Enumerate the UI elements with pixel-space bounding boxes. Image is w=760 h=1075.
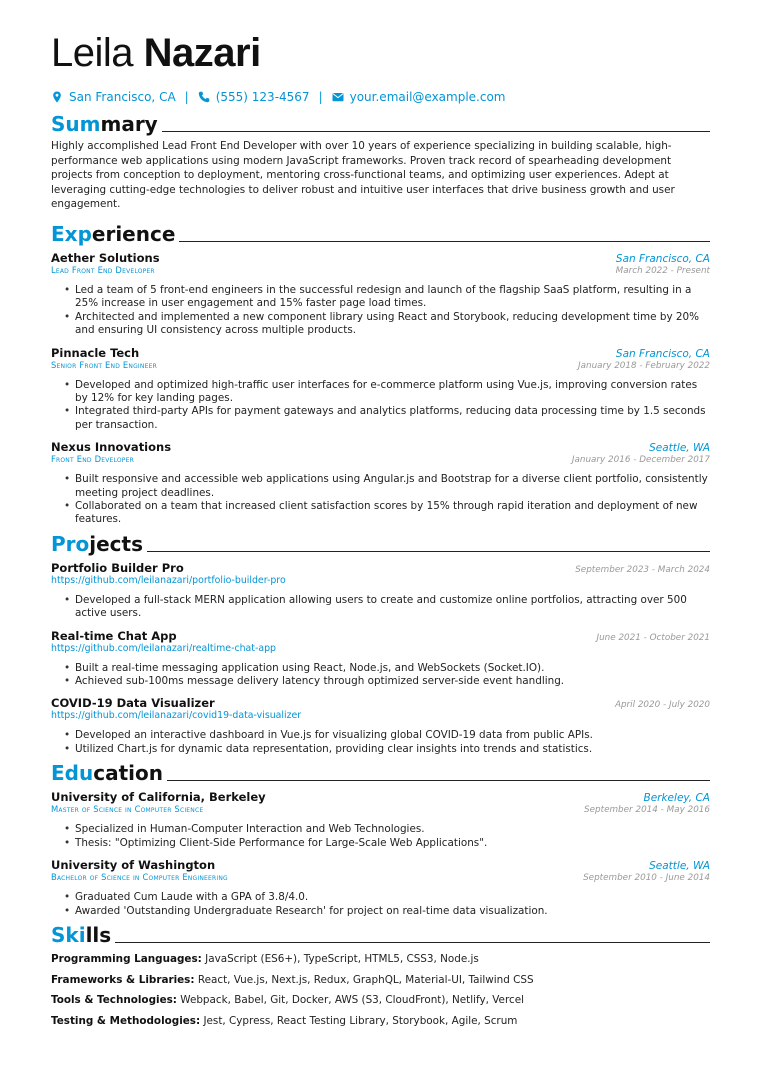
bullet-list: [64, 662, 710, 689]
project-entry: [51, 561, 710, 621]
project-dates: September 2023 - March 2024: [575, 564, 710, 575]
school-name: University of Washington: [51, 858, 216, 873]
projects-title: Projects: [51, 531, 144, 556]
location-text: San Francisco, CA: [69, 90, 176, 104]
contact-bar: [51, 88, 710, 106]
job-dates: January 2016 - December 2017: [571, 455, 710, 466]
bullet-item: • Thesis: "Optimizing Client-Side Performance for Large-Scale Web Applications".: [64, 837, 710, 850]
education-dates: September 2014 - May 2016: [584, 805, 710, 816]
summary-title: Summary: [51, 112, 158, 136]
skills-title: Skills: [51, 922, 112, 947]
bullet-item: • Developed and optimized high-traffic user interfaces for e-commerce platform using Vue.js, improving conversion rates by 12% for key landing pages.: [64, 379, 710, 406]
education-section-heading: [51, 761, 710, 785]
job-location: San Francisco, CA: [615, 347, 710, 360]
bullet-item: • Integrated third-party APIs for payment gateways and analytics platforms, reducing data processing time by 1.5 seconds per transaction.: [64, 405, 710, 432]
bullet-item: • Achieved sub-100ms message delivery latency through optimized server-side event handling.: [64, 675, 710, 688]
job-title: Lead Front End Developer: [51, 264, 155, 275]
bullet-item: • Awarded 'Outstanding Undergraduate Research' for project on real-time data visualization.: [64, 905, 710, 918]
phone-icon: [198, 91, 210, 103]
bullet-item: • Architected and implemented a new component library using React and Storybook, reducing development time by 20% and ensuring UI consistency across multiple products.: [64, 311, 710, 338]
school-location: Seattle, WA: [649, 860, 710, 873]
bullet-list: [64, 891, 710, 918]
last-name: Nazari: [143, 31, 261, 75]
project-name: COVID-19 Data Visualizer: [51, 696, 215, 711]
education-entry: [51, 858, 710, 918]
education-entry: [51, 790, 710, 850]
skill-label: Frameworks & Libraries:: [51, 973, 195, 986]
summary-text: Highly accomplished Lead Front End Developer with over 10 years of experience specializing in building scalable, high-performance web applications using modern JavaScript frameworks. Proven track record of spearheading development projects from conception to deployment, mentoring cross-functional teams, and optimizing user experiences. Adept at leveraging cutting-edge technologies to deliver robust and intuitive user interfaces that drive business growth and user engagement.: [51, 140, 675, 211]
project-dates: April 2020 - July 2020: [614, 700, 710, 711]
job-title: Front End Developer: [51, 454, 134, 465]
skill-label: Tools & Technologies:: [51, 994, 177, 1007]
email-text: your.email@example.com: [349, 90, 506, 104]
project-link[interactable]: https://github.com/leilanazari/covid19-data-visualizer: [51, 710, 302, 722]
section-divider: [115, 942, 710, 943]
project-entry: [51, 696, 710, 756]
candidate-name: [51, 30, 710, 76]
skill-value: React, Vue.js, Next.js, Redux, GraphQL, Material-UI, Tailwind CSS: [197, 973, 534, 986]
skill-line: [51, 1015, 710, 1028]
job-title: Senior Front End Engineer: [51, 359, 157, 370]
bullet-list: [64, 473, 710, 527]
bullet-list: [64, 594, 710, 621]
bullet-item: • Built responsive and accessible web applications using Angular.js and Bootstrap for a diverse client portfolio, consistently meeting project deadlines.: [64, 473, 710, 500]
projects-section-heading: [51, 532, 710, 556]
contact-separator: |: [184, 90, 189, 104]
bullet-list: [64, 823, 710, 850]
skill-value: Webpack, Babel, Git, Docker, AWS (S3, CloudFront), Netlify, Vercel: [180, 994, 524, 1007]
project-link[interactable]: https://github.com/leilanazari/portfolio-builder-pro: [51, 574, 286, 586]
bullet-item: • Collaborated on a team that increased client satisfaction scores by 15% through rapid iteration and deployment of new features.: [64, 500, 710, 527]
section-divider: [162, 131, 710, 132]
bullet-item: • Built a real-time messaging application using React, Node.js, and WebSockets (Socket.IO).: [64, 662, 710, 675]
skills-section-heading: [51, 923, 710, 947]
first-name: Leila: [51, 31, 134, 75]
experience-section-heading: [51, 222, 710, 246]
bullet-list: [64, 729, 710, 756]
bullet-item: • Specialized in Human-Computer Interaction and Web Technologies.: [64, 823, 710, 836]
education-dates: September 2010 - June 2014: [583, 873, 710, 884]
project-name: Real-time Chat App: [51, 628, 177, 643]
project-link[interactable]: https://github.com/leilanazari/realtime-chat-app: [51, 642, 277, 654]
bullet-item: • Led a team of 5 front-end engineers in the successful redesign and launch of the flagship SaaS platform, resulting in a 25% increase in user engagement and 15% faster page load times.: [64, 284, 710, 311]
school-name: University of California, Berkeley: [51, 790, 266, 805]
skill-line: [51, 974, 710, 987]
experience-entry: [51, 440, 710, 527]
skill-value: Jest, Cypress, React Testing Library, Storybook, Agile, Scrum: [203, 1014, 518, 1027]
section-divider: [179, 241, 710, 242]
contact-email[interactable]: [332, 90, 506, 104]
bullet-item: • Utilized Chart.js for dynamic data representation, providing clear insights into trends and statistics.: [64, 743, 710, 756]
job-location: San Francisco, CA: [615, 252, 710, 265]
project-name: Portfolio Builder Pro: [51, 560, 184, 575]
education-title: Education: [51, 761, 163, 786]
degree: Bachelor of Science in Computer Engineering: [51, 872, 228, 883]
company-name: Pinnacle Tech: [51, 345, 140, 360]
skill-value: JavaScript (ES6+), TypeScript, HTML5, CSS3, Node.js: [205, 952, 479, 965]
job-dates: March 2022 - Present: [615, 265, 710, 276]
phone-text: (555) 123-4567: [215, 90, 310, 104]
envelope-icon: [332, 91, 344, 103]
skill-label: Programming Languages:: [51, 952, 202, 965]
section-divider: [147, 551, 710, 552]
contact-location: [51, 90, 176, 104]
experience-entry: [51, 251, 710, 338]
school-location: Berkeley, CA: [643, 792, 710, 805]
section-divider: [167, 780, 710, 781]
degree: Master of Science in Computer Science: [51, 804, 204, 815]
bullet-list: [64, 379, 710, 433]
contact-separator: |: [318, 90, 323, 104]
experience-title: Experience: [51, 221, 176, 246]
map-pin-icon: [51, 91, 63, 103]
bullet-item: • Developed a full-stack MERN application allowing users to create and customize online portfolios, attracting over 500 active users.: [64, 594, 710, 621]
bullet-list: [64, 284, 710, 338]
bullet-item: • Developed an interactive dashboard in Vue.js for visualizing global COVID-19 data from public APIs.: [64, 729, 710, 742]
company-name: Nexus Innovations: [51, 440, 172, 455]
project-dates: June 2021 - October 2021: [596, 632, 710, 643]
bullet-item: • Graduated Cum Laude with a GPA of 3.8/4.0.: [64, 891, 710, 904]
job-dates: January 2018 - February 2022: [578, 360, 710, 371]
skill-label: Testing & Methodologies:: [51, 1014, 201, 1027]
skill-line: [51, 953, 710, 966]
contact-phone[interactable]: [198, 90, 310, 104]
project-entry: [51, 629, 710, 689]
skill-line: [51, 994, 710, 1007]
job-location: Seattle, WA: [649, 442, 710, 455]
summary-section-heading: [51, 112, 710, 136]
experience-entry: [51, 346, 710, 433]
company-name: Aether Solutions: [51, 250, 160, 265]
